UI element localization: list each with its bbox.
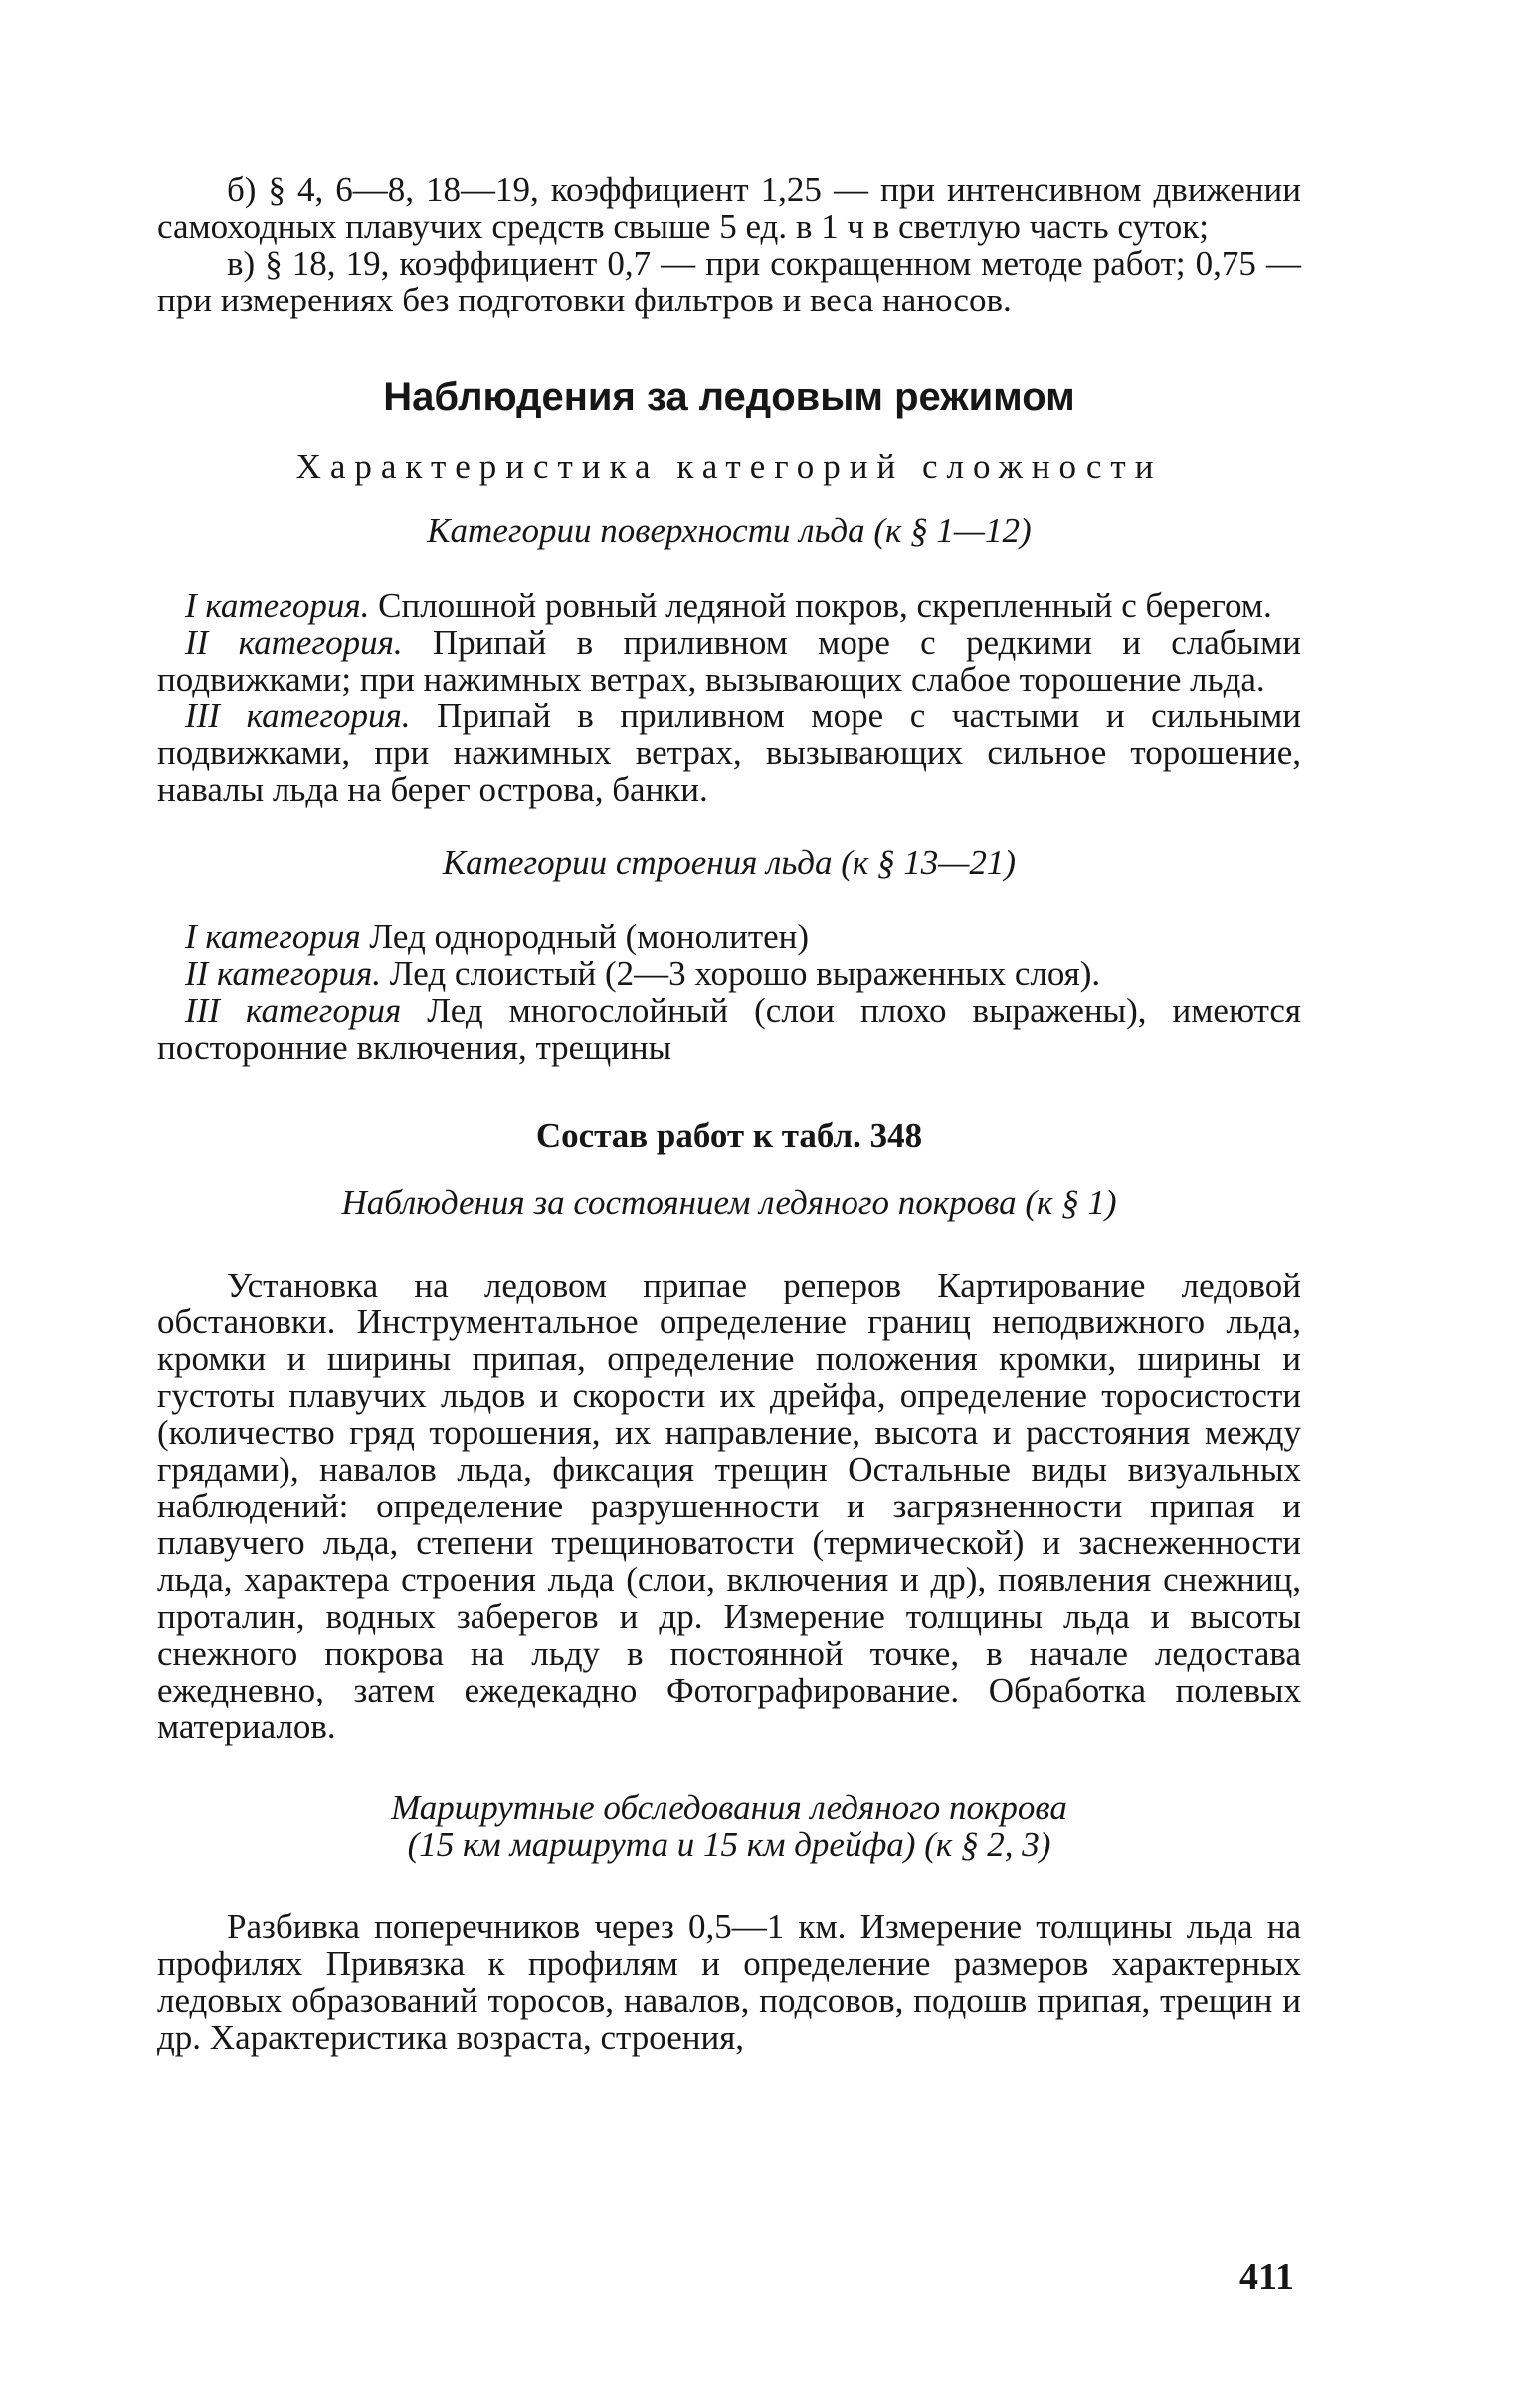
structure-categories-heading: Категории строения льда (к § 13—21) xyxy=(442,843,1017,882)
category-label: II категория. xyxy=(185,954,382,993)
structure-category-2 xyxy=(157,955,1301,992)
surface-category-2 xyxy=(157,624,1301,698)
category-text: Сплошной ровный ледяной покров, скрепленный с берегом. xyxy=(369,586,1272,625)
structure-categories-list xyxy=(157,918,1301,1066)
category-text: Припай в приливном море с редкими и слабыми подвижками; при нажимных ветрах, вызывающих слабое торошение льда. xyxy=(157,623,1302,699)
category-label: I категория xyxy=(185,917,361,956)
ice-cover-observations-heading: Наблюдения за состоянием ледяного покрова (к § 1) xyxy=(341,1183,1117,1222)
section-subtitle: Характеристика категорий сложности xyxy=(295,447,1163,486)
route-surveys-heading-line2: (15 км маршрута и 15 км дрейфа) (к § 2, 3) xyxy=(407,1825,1051,1864)
category-text: Лед слоистый (2—3 хорошо выраженных слоя). xyxy=(381,954,1101,993)
category-label: III категория xyxy=(185,991,402,1030)
structure-category-1 xyxy=(157,918,1301,955)
page-body xyxy=(157,171,1301,2056)
category-text: Лед многослойный (слои плохо выражены), имеются посторонние включения, трещины xyxy=(157,991,1302,1067)
page-number: 411 xyxy=(1239,2256,1294,2298)
category-label: II категория. xyxy=(185,623,403,662)
route-surveys-heading xyxy=(157,1789,1301,1863)
section-title: Наблюдения за ледовым режимом xyxy=(383,375,1075,419)
category-text: Лед однородный (монолитен) xyxy=(360,917,810,956)
ice-cover-observations-text: Установка на ледовом припае реперов Картирование ледовой обстановки. Инструментальное определение границ неподвижного льда, кромки и ширины припая, определение положения кромки, ширины и густоты плавучих льдов и скорости их дрейфа, определение торосистости (количество гряд торошения, их направление, высота и расстояния между грядами), навалов льда, фиксация трещин Остальные виды визуальных наблюдений: определение разрушенности и загрязненности припая и плавучего льда, степени трещиноватости (термической) и заснеженности льда, характера строения льда (слои, включения и др), появления снежниц, проталин, водных заберегов и др. Измерение толщины льда и высоты снежного покрова на льду в постоянной точке, в начале ледостава ежедневно, затем ежедекадно Фотографирование. Обработка полевых материалов. xyxy=(157,1266,1301,1746)
intro-item-v: в) § 18, 19, коэффициент 0,7 — при сокращенном методе работ; 0,75 — при измерениях без подготовки фильтров и веса наносов. xyxy=(157,244,1301,319)
surface-category-1 xyxy=(157,587,1301,624)
work-composition-heading: Состав работ к табл. 348 xyxy=(535,1116,923,1155)
route-surveys-heading-line1: Маршрутные обследования ледяного покрова xyxy=(391,1788,1067,1827)
intro-item-b: б) § 4, 6—8, 18—19, коэффициент 1,25 — при интенсивном движении самоходных плавучих средств свыше 5 ед. в 1 ч в светлую часть суток; xyxy=(157,170,1301,246)
surface-categories-list xyxy=(157,587,1301,808)
surface-categories-heading: Категории поверхности льда (к § 1—12) xyxy=(427,511,1032,550)
surface-category-3 xyxy=(157,698,1301,808)
category-label: III категория. xyxy=(185,697,411,735)
structure-category-3 xyxy=(157,992,1301,1066)
route-surveys-text: Разбивка поперечников через 0,5—1 км. Измерение толщины льда на профилях Привязка к профилям и определение размеров характерных ледовых образований торосов, навалов, подсовов, подошв припая, трещин и др. Характеристика возраста, строения, xyxy=(157,1907,1301,2057)
category-label: I категория. xyxy=(185,586,370,625)
category-text: Припай в приливном море с частыми и сильными подвижками, при нажимных ветрах, вызывающих сильное торошение, навалы льда на берег острова, банки. xyxy=(157,697,1301,809)
